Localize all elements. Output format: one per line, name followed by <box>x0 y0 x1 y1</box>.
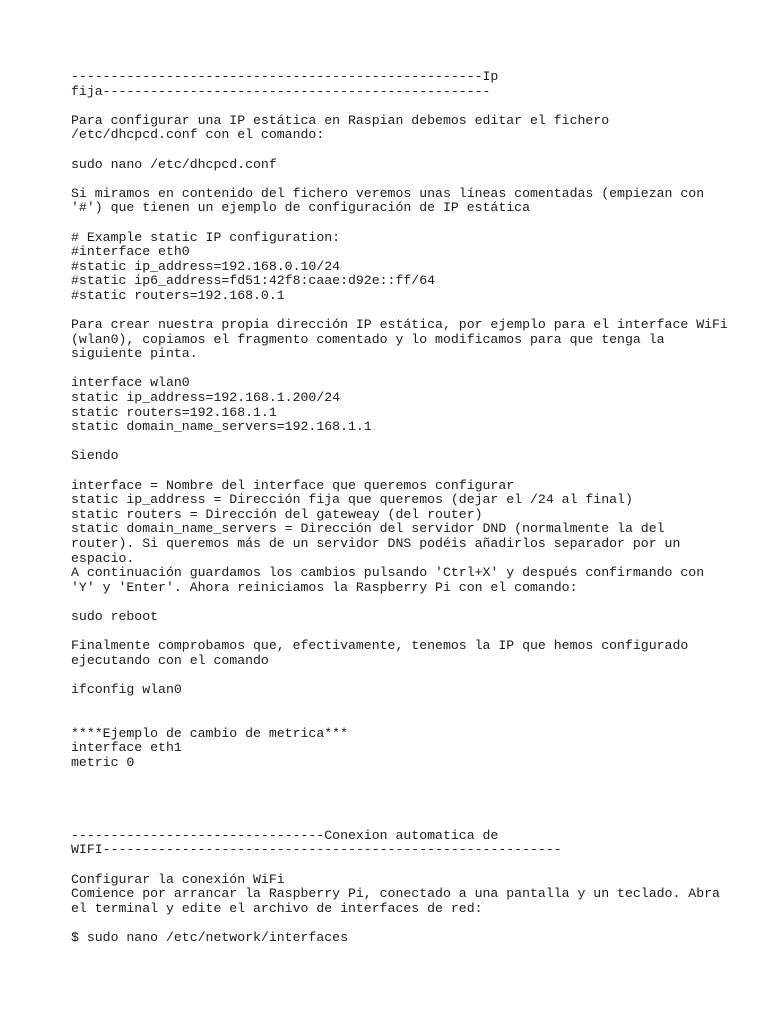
blank-line <box>71 916 761 931</box>
blank-line <box>71 668 761 683</box>
blank-line <box>71 858 761 873</box>
text-line: ----------------------------------------------------Ip <box>71 69 499 84</box>
text-line: interface = Nombre del interface que queremos configurar <box>71 477 515 493</box>
blank-line <box>71 814 761 829</box>
text-line: static ip_address=192.168.1.200/24 <box>71 390 341 406</box>
text-line: static ip_address = Dirección fija que queremos (dejar el /24 al final) <box>71 492 633 508</box>
blank-line <box>71 771 761 786</box>
blank-line <box>71 712 761 727</box>
blank-line <box>71 464 761 479</box>
text-line: A continuación guardamos los cambios pulsando 'Ctrl+X' y después confirmando con <box>71 565 705 581</box>
blank-line <box>71 216 761 231</box>
text-line: --------------------------------Conexion automatica de <box>71 827 499 843</box>
blank-line <box>71 172 761 187</box>
blank-line <box>71 99 761 114</box>
text-line: static domain_name_servers=192.168.1.1 <box>71 419 372 435</box>
text-line: #static ip_address=192.168.0.10/24 <box>71 258 341 274</box>
text-line: metric 0 <box>71 754 135 770</box>
text-line: ejecutando con el comando <box>71 652 269 668</box>
text-line: interface eth1 <box>71 740 182 756</box>
text-line: sudo nano /etc/dhcpcd.conf <box>71 156 277 172</box>
text-line: sudo reboot <box>71 608 159 624</box>
text-line: static routers = Dirección del gateweay (del router) <box>71 506 483 522</box>
blank-line <box>71 362 761 377</box>
text-line: el terminal y edite el archivo de interfaces de red: <box>71 900 483 916</box>
text-line: Si miramos en contenido del fichero veremos unas líneas comentadas (empiezan con <box>71 185 705 201</box>
blank-line <box>71 785 761 800</box>
blank-line <box>71 698 761 713</box>
blank-line <box>71 435 761 450</box>
text-line: ****Ejemplo de cambio de metrica*** <box>71 725 348 741</box>
blank-line <box>71 625 761 640</box>
text-line: espacio. <box>71 550 135 566</box>
text-line: #static ip6_address=fd51:42f8:caae:d92e::ff/64 <box>71 273 436 289</box>
text-line: ifconfig wlan0 <box>71 681 182 697</box>
text-line: static routers=192.168.1.1 <box>71 404 277 420</box>
text-line: Para crear nuestra propia dirección IP estática, por ejemplo para el interface WiFi <box>71 317 728 333</box>
blank-line <box>71 304 761 319</box>
text-line: WIFI---------------------------------------------------------- <box>71 842 562 858</box>
text-line: fija------------------------------------------------- <box>71 83 491 99</box>
text-line: #static routers=192.168.0.1 <box>71 287 285 303</box>
text-line: (wlan0), copiamos el fragmento comentado y lo modificamos para que tenga la <box>71 331 665 347</box>
text-line: /etc/dhcpcd.conf con el comando: <box>71 127 325 143</box>
text-line: #interface eth0 <box>71 244 190 260</box>
text-line: Configurar la conexión WiFi <box>71 871 285 887</box>
text-line: Finalmente comprobamos que, efectivamente, tenemos la IP que hemos configurado <box>71 638 689 654</box>
text-line: $ sudo nano /etc/network/interfaces <box>71 930 348 946</box>
text-line: '#') que tienen un ejemplo de configuración de IP estática <box>71 200 530 216</box>
text-line: siguiente pinta. <box>71 346 198 362</box>
text-line: Siendo <box>71 448 119 464</box>
blank-line <box>71 143 761 158</box>
document-page <box>71 70 761 946</box>
text-line: Comience por arrancar la Raspberry Pi, conectado a una pantalla y un teclado. Abra <box>71 886 720 902</box>
text-line: router). Si queremos más de un servidor DNS podéis añadirlos separador por un <box>71 536 681 551</box>
blank-line <box>71 800 761 815</box>
text-line: interface wlan0 <box>71 375 190 391</box>
blank-line <box>71 595 761 610</box>
text-line: static domain_name_servers = Dirección del servidor DND (normalmente la del <box>71 521 665 537</box>
text-line: 'Y' y 'Enter'. Ahora reiniciamos la Raspberry Pi con el comando: <box>71 579 578 595</box>
text-line: Para configurar una IP estática en Raspian debemos editar el fichero <box>71 112 610 128</box>
text-line: # Example static IP configuration: <box>71 229 341 245</box>
